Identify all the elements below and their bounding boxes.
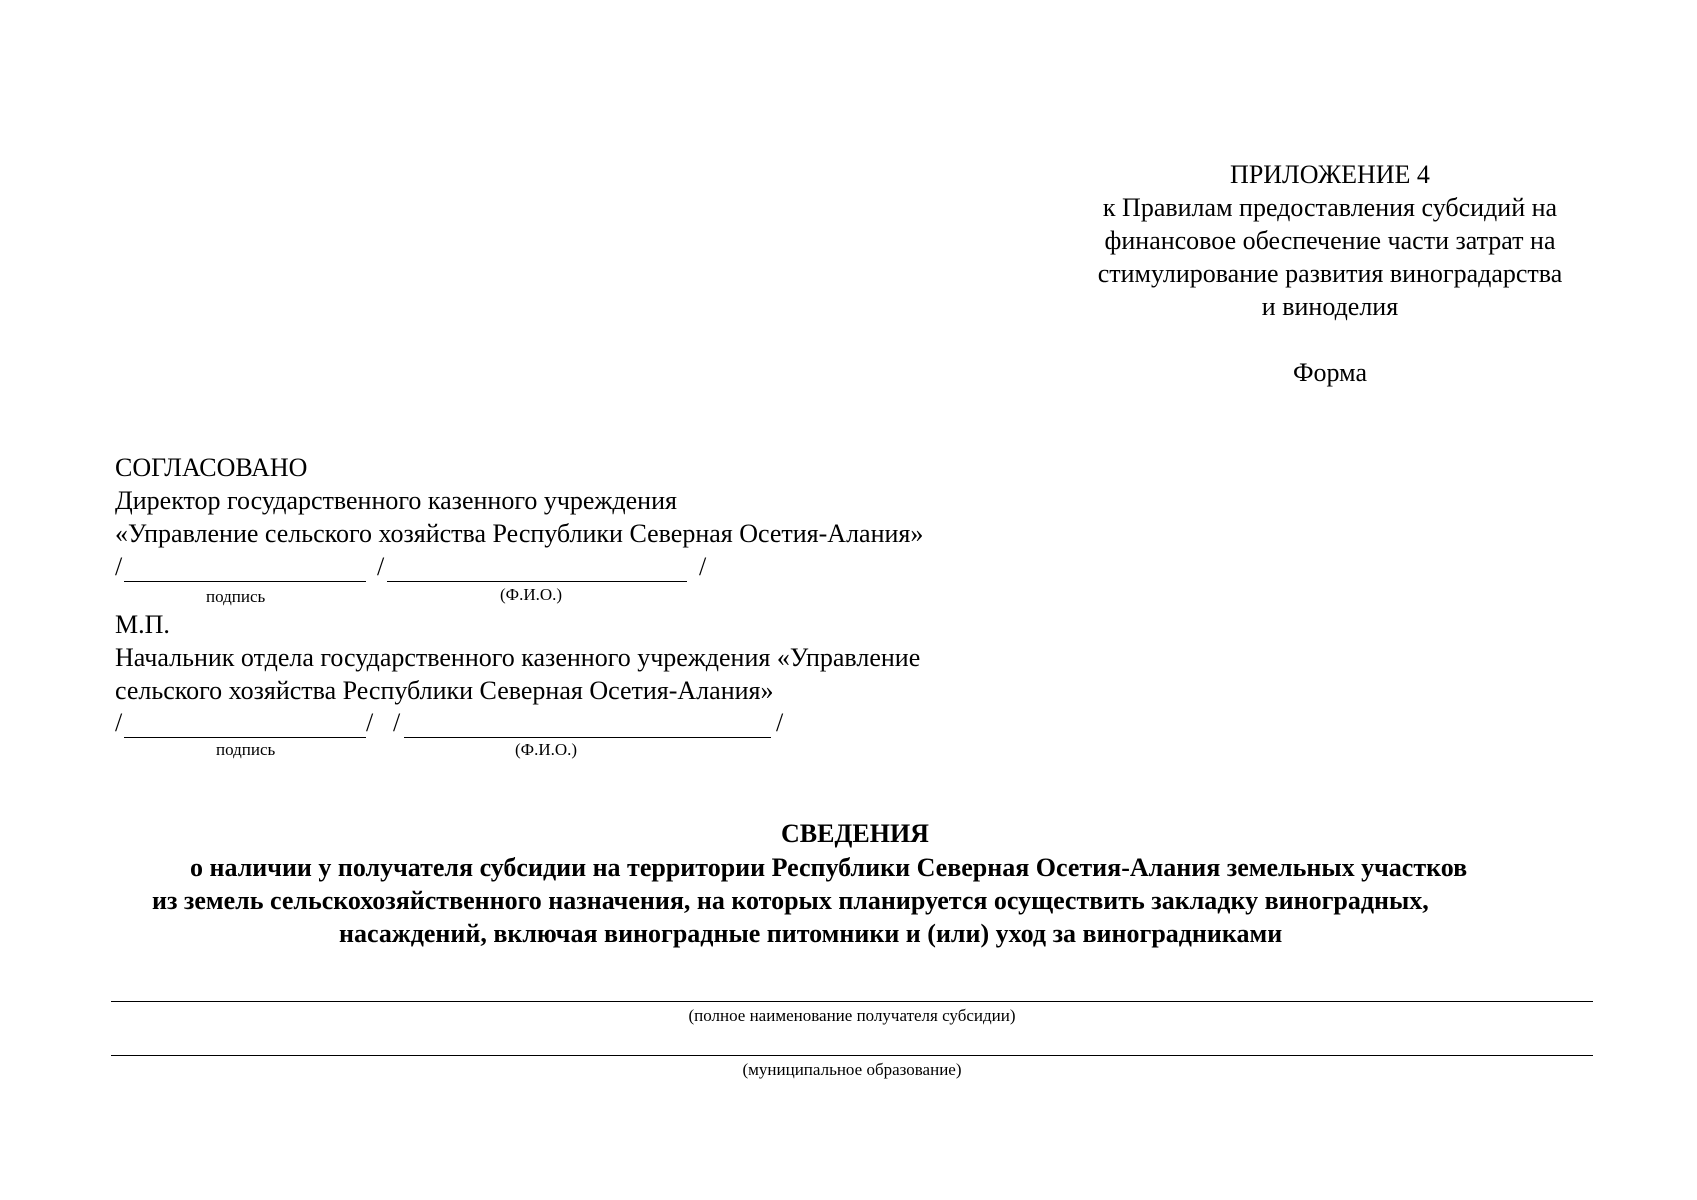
subtitle-line: насаждений, включая виноградные питомники и (или) уход за виноградниками (339, 919, 1283, 948)
subtitle-line: из земель сельскохозяйственного назначения, на которых планируется осуществить закладку виноградных, (152, 886, 1429, 915)
municipality-caption: (муниципальное образование) (742, 1060, 962, 1079)
slash: / (115, 708, 123, 737)
appendix-line: и виноделия (1261, 292, 1399, 321)
appendix-title: ПРИЛОЖЕНИЕ 4 (1230, 160, 1430, 189)
director-fio-line[interactable] (387, 581, 687, 582)
appendix-block (1050, 158, 1610, 323)
fio-caption: (Ф.И.О.) (515, 740, 578, 759)
slash: / (366, 708, 374, 737)
form-label: Форма (1293, 358, 1367, 387)
head-fio-line[interactable] (404, 737, 771, 738)
head-title-line2: сельского хозяйства Республики Северная Осетия-Алания» (115, 676, 774, 705)
municipality-line[interactable] (111, 1055, 1593, 1056)
director-signature-line[interactable] (124, 581, 366, 582)
document-title: СВЕДЕНИЯ (781, 819, 929, 848)
signature-caption: подпись (216, 740, 276, 759)
director-title-line1: Директор государственного казенного учреждения (115, 486, 677, 515)
slash: / (377, 552, 385, 581)
approval-heading: СОГЛАСОВАНО (115, 453, 308, 482)
head-signature-line[interactable] (124, 737, 366, 738)
director-title-line2: «Управление сельского хозяйства Республики Северная Осетия-Алания» (115, 519, 924, 548)
appendix-line: финансовое обеспечение части затрат на (1104, 226, 1556, 255)
subtitle-line: о наличии у получателя субсидии на территории Республики Северная Осетия-Алания земельных участков (190, 853, 1468, 882)
recipient-name-line[interactable] (111, 1001, 1593, 1002)
recipient-name-caption: (полное наименование получателя субсидии) (688, 1006, 1016, 1025)
signature-caption: подпись (206, 587, 266, 606)
fio-caption: (Ф.И.О.) (500, 585, 563, 604)
slash: / (115, 552, 123, 581)
slash: / (776, 708, 784, 737)
appendix-line: стимулирование развития виноградарства (1097, 259, 1563, 288)
slash: / (393, 708, 401, 737)
head-title-line1: Начальник отдела государственного казенного учреждения «Управление (115, 643, 921, 672)
seal-label: М.П. (115, 610, 170, 639)
appendix-line: к Правилам предоставления субсидий на (1102, 193, 1558, 222)
slash: / (699, 552, 707, 581)
